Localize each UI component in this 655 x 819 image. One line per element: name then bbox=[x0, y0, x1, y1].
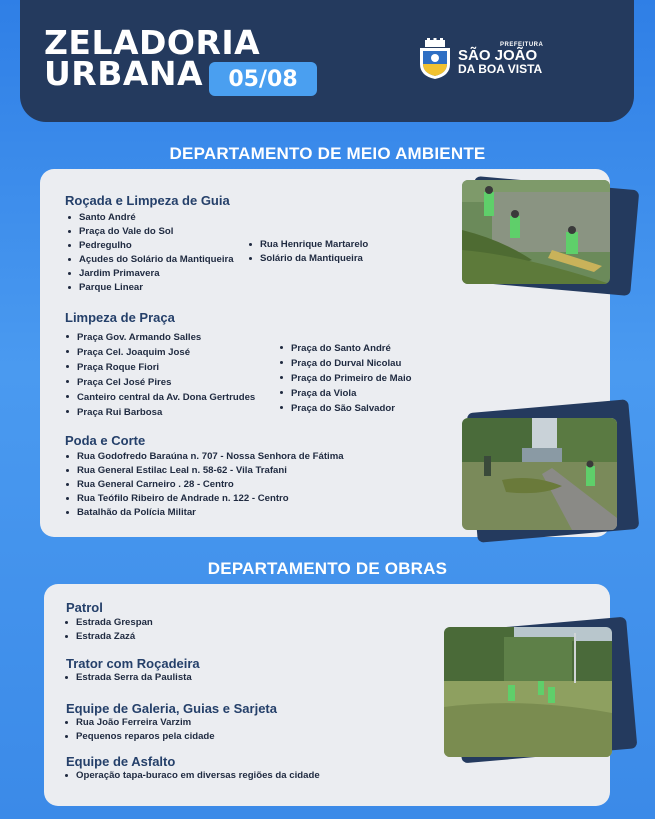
galeria-list bbox=[62, 716, 215, 744]
city-logo bbox=[416, 38, 543, 80]
list-item: Estrada Zazá bbox=[62, 630, 153, 644]
logo-line-1: SÃO JOÃO bbox=[458, 47, 538, 64]
date-badge: 05/08 bbox=[209, 62, 317, 96]
list-item: Rua General Carneiro . 28 - Centro bbox=[63, 478, 344, 492]
photo-field-mowing bbox=[444, 627, 612, 757]
list-item: Praça Rui Barbosa bbox=[63, 405, 255, 420]
praca-list-1 bbox=[63, 330, 255, 420]
list-item: Praça Cel. Joaquim José bbox=[63, 345, 255, 360]
trator-title: Trator com Roçadeira bbox=[66, 656, 200, 671]
list-item: Rua Godofredo Baraúna n. 707 - Nossa Senhora de Fátima bbox=[63, 450, 344, 464]
poda-title: Poda e Corte bbox=[65, 433, 146, 448]
photo-square-cutting bbox=[462, 418, 617, 530]
patrol-title: Patrol bbox=[66, 600, 103, 615]
list-item: Praça do Primeiro de Maio bbox=[277, 371, 412, 386]
title-line-1: ZELADORIA bbox=[44, 23, 261, 62]
list-item: Rua Teófilo Ribeiro de Andrade n. 122 - Centro bbox=[63, 492, 344, 506]
list-item: Praça do Durval Nicolau bbox=[277, 356, 412, 371]
list-item: Pedregulho bbox=[65, 239, 234, 253]
logo-line-2: DA BOA VISTA bbox=[458, 62, 543, 76]
praca-title: Limpeza de Praça bbox=[65, 310, 175, 325]
list-item: Rua João Ferreira Varzim bbox=[62, 716, 215, 730]
title-line-2: URBANA bbox=[44, 54, 204, 93]
list-item: Praça Cel José Pires bbox=[63, 375, 255, 390]
poda-list bbox=[63, 450, 344, 520]
list-item: Parque Linear bbox=[65, 281, 234, 295]
list-item: Praça Roque Fiori bbox=[63, 360, 255, 375]
list-item: Estrada Serra da Paulista bbox=[62, 671, 192, 685]
patrol-list bbox=[62, 616, 153, 644]
rocada-title: Roçada e Limpeza de Guia bbox=[65, 193, 230, 208]
section-title-meio-ambiente: DEPARTAMENTO DE MEIO AMBIENTE bbox=[169, 144, 486, 163]
list-item: Açudes do Solário da Mantiqueira bbox=[65, 253, 234, 267]
list-item: Solário da Mantiqueira bbox=[246, 252, 368, 266]
list-item: Praça do Vale do Sol bbox=[65, 225, 234, 239]
asfalto-list bbox=[62, 769, 320, 783]
list-item: Pequenos reparos pela cidade bbox=[62, 730, 215, 744]
list-item: Praça do Santo André bbox=[277, 341, 412, 356]
list-item: Rua General Estilac Leal n. 58-62 - Vila Trafani bbox=[63, 464, 344, 478]
rocada-list-1 bbox=[65, 211, 234, 295]
list-item: Praça do São Salvador bbox=[277, 401, 412, 416]
trator-list bbox=[62, 671, 192, 685]
list-item: Jardim Primavera bbox=[65, 267, 234, 281]
praca-list-2 bbox=[277, 341, 412, 416]
rocada-list-2 bbox=[246, 238, 368, 266]
section-title-obras: DEPARTAMENTO DE OBRAS bbox=[207, 559, 448, 578]
list-item: Rua Henrique Martarelo bbox=[246, 238, 368, 252]
city-crest-icon bbox=[416, 38, 454, 80]
list-item: Praça da Viola bbox=[277, 386, 412, 401]
list-item: Santo André bbox=[65, 211, 234, 225]
list-item: Praça Gov. Armando Salles bbox=[63, 330, 255, 345]
list-item: Operação tapa-buraco em diversas regiões da cidade bbox=[62, 769, 320, 783]
asfalto-title: Equipe de Asfalto bbox=[66, 754, 176, 769]
list-item: Canteiro central da Av. Dona Gertrudes bbox=[63, 390, 255, 405]
list-item: Batalhão da Polícia Militar bbox=[63, 506, 344, 520]
photo-river-cleanup bbox=[462, 180, 610, 284]
galeria-title: Equipe de Galeria, Guias e Sarjeta bbox=[66, 701, 277, 716]
list-item: Estrada Grespan bbox=[62, 616, 153, 630]
logo-prefix: PREFEITURA bbox=[500, 42, 544, 48]
